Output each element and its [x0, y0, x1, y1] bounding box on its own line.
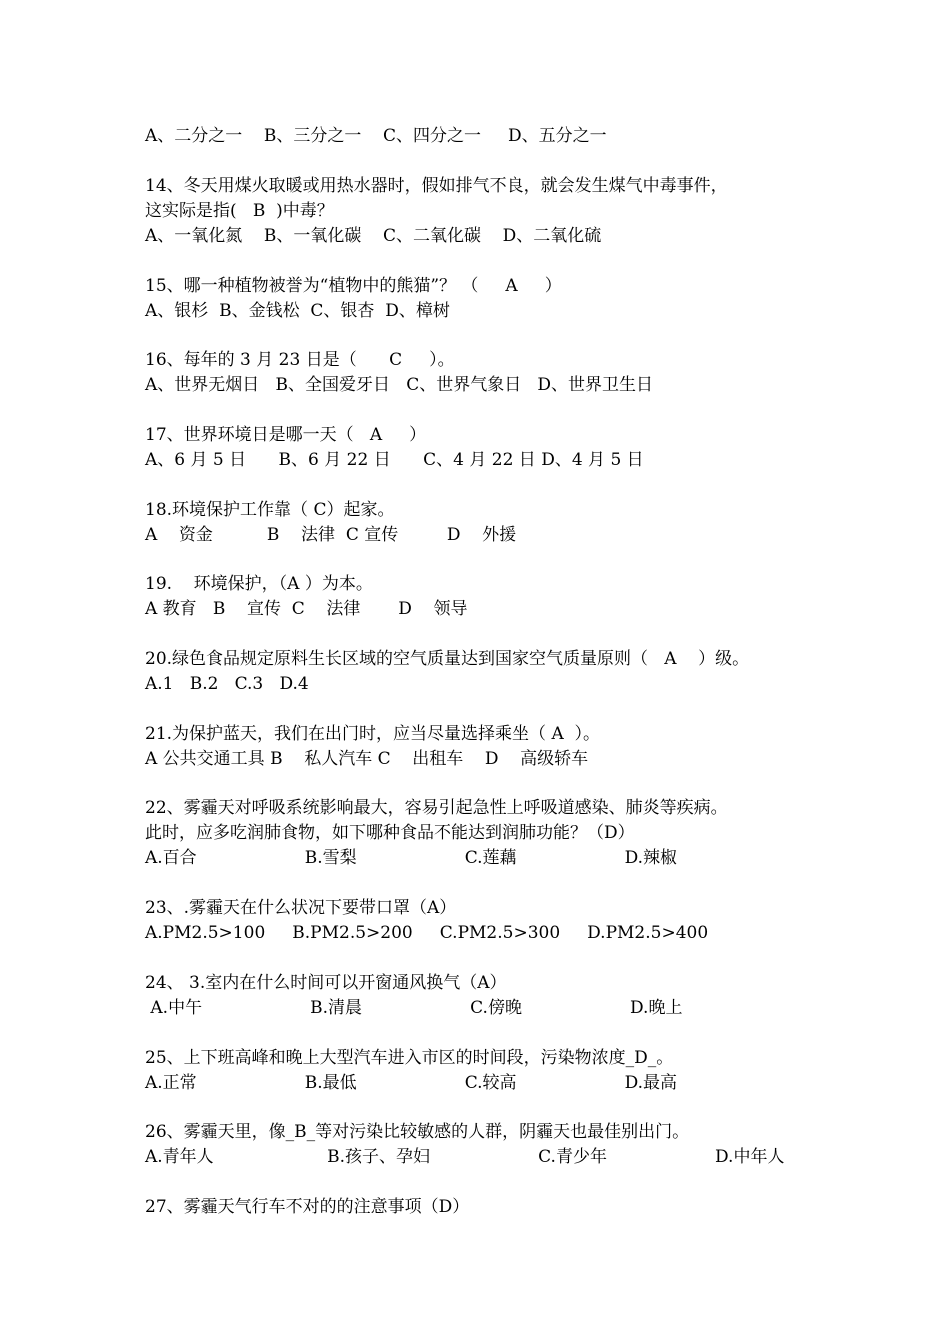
q25-options: A.正常 B.最低 C.较高 D.最高	[145, 1073, 678, 1093]
q24-options: A.中午 B.清晨 C.傍晚 D.晚上	[145, 998, 683, 1018]
q26-stem: 26、雾霾天里，像_B_等对污染比较敏感的人群，阴霾天也最佳别出门。	[145, 1122, 690, 1142]
q26-options: A.青年人 B.孩子、孕妇 C.青少年 D.中年人	[145, 1147, 785, 1167]
q14-stem-line1: 14、冬天用煤火取暖或用热水器时，假如排气不良，就会发生煤气中毒事件，	[145, 176, 728, 196]
q17-stem: 17、世界环境日是哪一天（ A ）	[145, 425, 427, 445]
q21-options: A 公共交通工具 B 私人汽车 C 出租车 D 高级轿车	[145, 749, 589, 769]
q22-options: A.百合 B.雪梨 C.莲藕 D.辣椒	[145, 848, 678, 868]
q14-options: A、一氧化氮 B、一氧化碳 C、二氧化碳 D、二氧化硫	[145, 226, 602, 246]
q13-options: A、二分之一 B、三分之一 C、四分之一 D、五分之一	[145, 126, 607, 146]
q20-stem: 20.绿色食品规定原料生长区域的空气质量达到国家空气质量原则（ A ）级。	[145, 649, 750, 669]
q16-options: A、世界无烟日 B、全国爱牙日 C、世界气象日 D、世界卫生日	[145, 375, 654, 395]
q24-stem: 24、 3.室内在什么时间可以开窗通风换气（A）	[145, 973, 507, 993]
q19-stem: 19. 环境保护，（A ）为本。	[145, 574, 373, 594]
q14-stem-line2: 这实际是指( B )中毒？	[145, 201, 334, 221]
q15-options: A、银杉 B、金钱松 C、银杏 D、樟树	[145, 301, 450, 321]
q22-stem-line2: 此时，应多吃润肺食物，如下哪种食品不能达到润肺功能？（D）	[145, 823, 635, 843]
q15-stem: 15、哪一种植物被誉为“植物中的熊猫”？ （ A ）	[145, 276, 562, 296]
q17-options: A、6 月 5 日 B、6 月 22 日 C、4 月 22 日 D、4 月 5 日	[145, 450, 644, 470]
q22-stem-line1: 22、雾霾天对呼吸系统影响最大，容易引起急性上呼吸道感染、肺炎等疾病。	[145, 798, 728, 818]
q19-options: A 教育 B 宣传 C 法律 D 领导	[145, 599, 468, 619]
q16-stem: 16、每年的 3 月 23 日是（ C ）。	[145, 350, 455, 370]
q25-stem: 25、上下班高峰和晚上大型汽车进入市区的时间段，污染物浓度_D_。	[145, 1048, 674, 1068]
q23-options: A.PM2.5>100 B.PM2.5>200 C.PM2.5>300 D.PM2.5>400	[145, 923, 709, 943]
q18-stem: 18.环境保护工作靠（ C）起家。	[145, 500, 395, 520]
q18-options: A 资金 B 法律 C 宣传 D 外援	[145, 525, 517, 545]
q27-stem: 27、雾霾天气行车不对的的注意事项（D）	[145, 1197, 470, 1217]
q21-stem: 21.为保护蓝天，我们在出门时，应当尽量选择乘坐（ A ）。	[145, 724, 601, 744]
q20-options: A.1 B.2 C.3 D.4	[145, 674, 309, 694]
q23-stem: 23、.雾霾天在什么状况下要带口罩（A）	[145, 898, 457, 918]
